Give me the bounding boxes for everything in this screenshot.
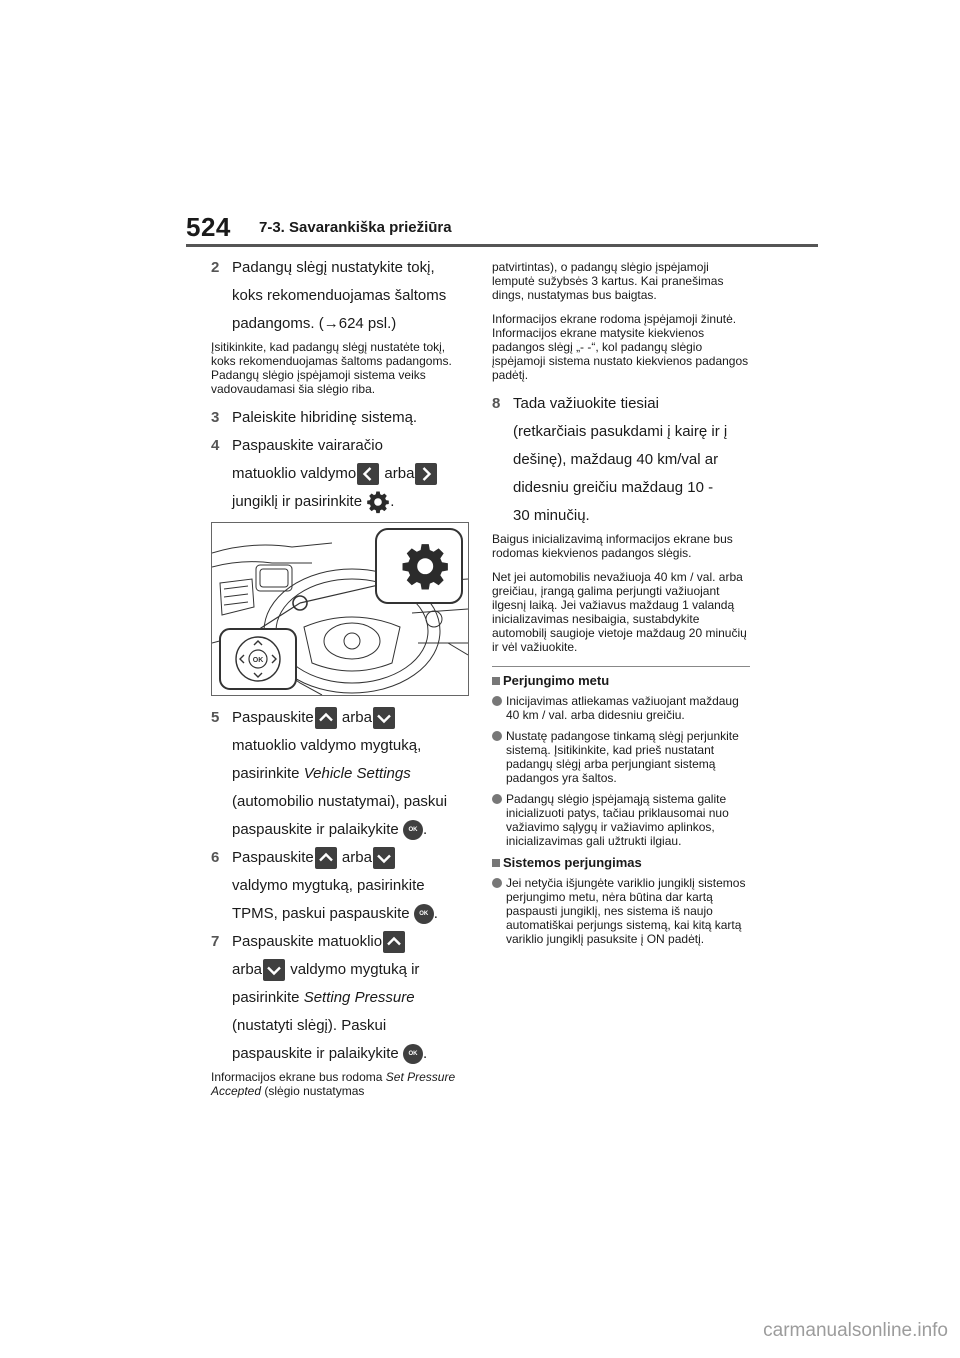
chevron-up-icon: [315, 847, 337, 869]
chevron-down-icon: [263, 959, 285, 981]
paragraph: Net jei automobilis nevažiuoja 40 km / val. arba greičiau, įrangą galima perjungti važiuojant ilgesnį laiką. Jei važiavus maždaug 1 valandą inicializavimas nesibaigia, sustabdykite automobilį saugioje vietoje maždaug 20 minučių ir vėl važiuokite.: [492, 570, 747, 654]
note-text: (slėgio nustatymas: [264, 1084, 365, 1099]
gear-icon: [366, 490, 390, 514]
section-heading: [492, 673, 752, 688]
step-text: .: [422, 1045, 428, 1063]
step-number: 2: [211, 259, 220, 276]
step-text-line: (nustatyti slėgį). Paskui: [232, 1017, 387, 1035]
chevron-down-icon: [373, 707, 395, 729]
step-text: paspauskite ir palaikykite: [232, 821, 399, 839]
chevron-up-icon: [315, 707, 337, 729]
right-column: [492, 256, 752, 953]
step-text-line: Paleiskite hibridinę sistemą.: [232, 409, 418, 426]
menu-name: Setting Pressure: [303, 989, 415, 1007]
step-text-line: Paspauskite vairaračio: [232, 437, 383, 454]
chevron-right-icon: [415, 463, 437, 485]
step-text: arba: [232, 961, 263, 979]
section-heading: [492, 855, 752, 870]
square-bullet-icon: [492, 677, 500, 685]
step-number: 4: [211, 437, 220, 454]
step-text-line: (retkarčiais pasukdami į kairę ir į: [513, 423, 728, 440]
section-title: 7-3. Savarankiška priežiūra: [259, 219, 452, 236]
chevron-left-icon: [357, 463, 379, 485]
bullet-text: Padangų slėgio įspėjamąją sistema galite inicializuoti patys, tačiau priklausomai nuo važiavimo sąlygų ir važiavimo aplinkos, inicializavimas gali užtrukti ilgiau.: [506, 792, 729, 848]
step-7: [211, 930, 473, 1066]
step-text-line: koks rekomenduojamas šaltoms: [232, 287, 447, 304]
step-number: 7: [211, 933, 220, 951]
step-number: 5: [211, 709, 220, 727]
message-name: Set Pressure Accepted: [211, 1070, 456, 1099]
step-text-line: [232, 462, 473, 486]
left-column: [211, 256, 473, 1108]
step-text-line: valdymo mygtuką, pasirinkite: [232, 877, 425, 895]
step-text-line: dešinę), maždaug 40 km/val ar: [513, 451, 719, 468]
note-text: Informacijos ekrane bus rodoma: [211, 1070, 383, 1085]
bullet-item: [492, 729, 752, 785]
square-bullet-icon: [492, 859, 500, 867]
step-text: Paspauskite matuoklio: [232, 933, 383, 951]
paragraph: patvirtintas), o padangų slėgio įspėjamoji lemputė sužybsės 3 kartus. Kai pranešimas dings, nustatymas bus baigtas.: [492, 260, 724, 302]
ok-knob-label: OK: [252, 657, 264, 665]
section-heading-text: Perjungimo metu: [503, 673, 610, 688]
step-text-line: [232, 706, 473, 730]
bullet-item: [492, 792, 752, 848]
page-number: 524: [186, 212, 231, 242]
steering-wheel-illustration: [211, 522, 469, 696]
step-text: jungiklį ir pasirinkite: [232, 493, 363, 510]
step-text-line: [232, 902, 473, 926]
step-3: [211, 406, 473, 430]
step-text-line: Padangų slėgį nustatykite tokį,: [232, 259, 435, 276]
step-text: Paspauskite: [232, 709, 314, 727]
paragraph: Informacijos ekrane rodoma įspėjamoji žinutė. Informacijos ekrane matysite kiekvienos padangos slėgį „- -“, kol padangų slėgio įspėjamoji sistema nustato kiekvienos padangos padėtį.: [492, 312, 749, 382]
round-bullet-icon: [492, 878, 502, 888]
watermark: carmanualsonline.info: [763, 1320, 948, 1341]
step-text-line: (automobilio nustatymai), paskui: [232, 793, 448, 811]
step-text-line: [232, 930, 473, 954]
step-text: arba: [384, 465, 415, 482]
step-text-line: padangoms. (→624 psl.): [232, 315, 397, 332]
step-text: Paspauskite: [232, 849, 314, 867]
ok-button-icon: OK: [403, 820, 423, 840]
step-text: .: [422, 821, 428, 839]
step-4: [211, 434, 473, 514]
step-text-line: [232, 1042, 473, 1066]
step-text: TPMS, paskui paspauskite: [232, 905, 410, 923]
bullet-item: [492, 876, 752, 946]
bullet-item: [492, 694, 752, 722]
step-2: [211, 256, 473, 336]
step-text: arba: [341, 709, 372, 727]
round-bullet-icon: [492, 794, 502, 804]
step-text-line: matuoklio valdymo mygtuką,: [232, 737, 422, 755]
round-bullet-icon: [492, 696, 502, 706]
menu-name: Vehicle Settings: [303, 765, 411, 783]
bullet-text: Nustatę padangose tinkamą slėgį perjunkite sistemą. Įsitikinkite, kad prieš nustatant padangų slėgį arba perjungiant sistemą padangos yra šaltos.: [506, 729, 739, 785]
step-text: valdymo mygtuką ir: [290, 961, 420, 979]
step-8: [492, 392, 752, 528]
step-6: [211, 846, 473, 926]
step-text-line: [232, 986, 473, 1010]
step-text-line: [232, 818, 473, 842]
step-text: .: [390, 493, 395, 510]
step-number: 6: [211, 849, 220, 867]
header-rule: [186, 244, 818, 247]
step-text-line: [232, 490, 473, 514]
ok-button-icon: OK: [414, 904, 434, 924]
ok-button-icon: OK: [403, 1044, 423, 1064]
dashboard-drawing: [212, 523, 468, 695]
step-text-line: [232, 846, 473, 870]
step-number: 3: [211, 409, 220, 426]
step-2-note: Įsitikinkite, kad padangų slėgį nustatėte tokį, koks rekomenduojamas šaltoms padangoms. Padangų slėgio įspėjamoji sistema veiks vadovaudamasi šia slėgio riba.: [211, 340, 452, 396]
round-bullet-icon: [492, 731, 502, 741]
paragraph: Baigus inicializavimą informacijos ekrane bus rodomas kiekvienos padangos slėgis.: [492, 532, 733, 560]
step-text-line: [232, 762, 473, 786]
section-divider: [492, 666, 750, 667]
chevron-up-icon: [383, 931, 405, 953]
step-text: arba: [341, 849, 372, 867]
step-text-line: Tada važiuokite tiesiai: [513, 395, 659, 412]
step-text: paspauskite ir palaikykite: [232, 1045, 399, 1063]
step-number: 8: [492, 395, 501, 412]
step-text: matuoklio valdymo: [232, 465, 357, 482]
step-text: pasirinkite: [232, 989, 300, 1007]
page-header: [186, 212, 818, 248]
step-text-line: didesniu greičiu maždaug 10 -: [513, 479, 714, 496]
step-text: .: [433, 905, 438, 923]
chevron-down-icon: [373, 847, 395, 869]
step-text: pasirinkite: [232, 765, 300, 783]
bullet-text: Inicijavimas atliekamas važiuojant maždaug 40 km / val. arba didesniu greičiu.: [506, 694, 739, 722]
step-text-line: [232, 958, 473, 982]
bullet-text: Jei netyčia išjungėte variklio jungiklį sistemos perjungimo metu, nėra būtina dar kartą paspausti jungiklį, nes sistema iš naujo automatiškai perjungs sistemą, kai kitą kartą variklio jungiklį pasuksite į ON padėtį.: [506, 876, 746, 946]
step-5: [211, 706, 473, 842]
step-7-note: [211, 1070, 473, 1098]
step-text-line: 30 minučių.: [513, 507, 590, 524]
section-heading-text: Sistemos perjungimas: [503, 855, 642, 870]
